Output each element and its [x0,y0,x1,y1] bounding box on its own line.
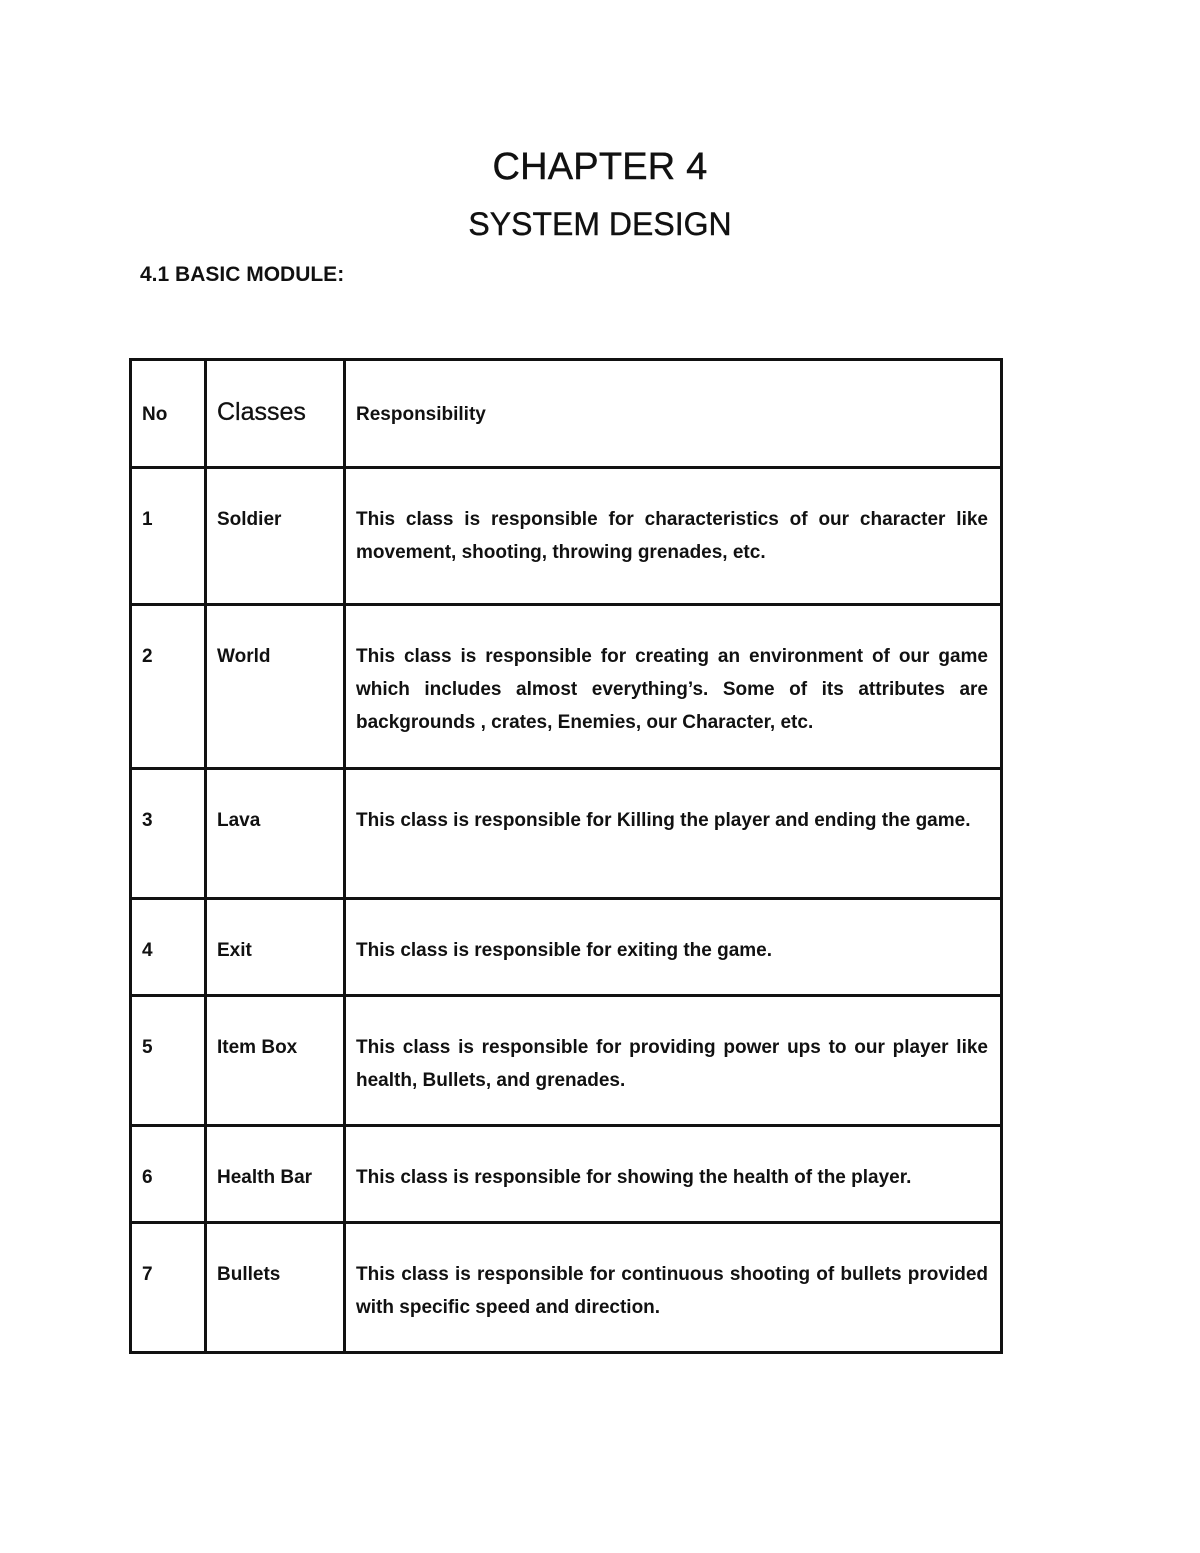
header-classes: Classes [217,398,306,426]
row-responsibility: This class is responsible for exiting the game. [356,940,773,961]
row-no: 2 [142,646,153,667]
row-no: 4 [142,940,153,961]
row-no-cell [131,996,206,1126]
row-class: Exit [217,940,252,961]
row-class-cell [206,1223,345,1353]
row-class-cell [206,899,345,996]
row-responsibility-cell [345,769,1002,899]
page-title: SYSTEM DESIGN [468,206,732,242]
table-row [131,468,1002,605]
row-responsibility: This class is responsible for creating an environment of our game which includes almost everything’s. Some of its attributes are backgrounds , crates, Enemies, our Character, etc. [356,646,988,733]
row-class-cell [206,605,345,769]
row-no-cell [131,1126,206,1223]
row-responsibility: This class is responsible for continuous shooting of bullets provided with specific speed and direction. [356,1264,988,1318]
row-responsibility: This class is responsible for showing the health of the player. [356,1167,912,1188]
row-responsibility: This class is responsible for providing power ups to our player like health, Bullets, and grenades. [356,1037,988,1091]
row-class-cell [206,769,345,899]
row-responsibility-cell [345,996,1002,1126]
header-responsibility: Responsibility [356,404,486,425]
table-row [131,1223,1002,1353]
table-row [131,899,1002,996]
row-responsibility: This class is responsible for characteristics of our character like movement, shooting, throwing grenades, etc. [356,509,988,563]
row-class-cell [206,468,345,605]
header-no-cell [131,360,206,468]
table-row [131,605,1002,769]
row-no: 7 [142,1264,153,1285]
header-no: No [142,404,168,425]
row-no-cell [131,605,206,769]
row-class: Soldier [217,509,282,530]
row-class: Lava [217,810,261,831]
row-no-cell [131,769,206,899]
row-responsibility-cell [345,1223,1002,1353]
row-class: Bullets [217,1264,281,1285]
row-class: Health Bar [217,1167,313,1188]
row-no: 3 [142,810,153,831]
row-responsibility: This class is responsible for Killing the player and ending the game. [356,810,971,831]
header-responsibility-cell [345,360,1002,468]
section-subheading: 4.1 BASIC MODULE: [140,263,345,286]
row-class: World [217,646,271,667]
row-responsibility-cell [345,468,1002,605]
table-row [131,1126,1002,1223]
module-table [129,358,1003,1354]
row-no: 5 [142,1037,153,1058]
row-class-cell [206,996,345,1126]
row-class: Item Box [217,1037,298,1058]
row-no-cell [131,899,206,996]
row-no-cell [131,1223,206,1353]
table-row [131,769,1002,899]
row-no-cell [131,468,206,605]
row-responsibility-cell [345,899,1002,996]
table-row [131,996,1002,1126]
table-header-row [131,360,1002,468]
row-no: 6 [142,1167,153,1188]
chapter-heading: CHAPTER 4 [492,146,708,188]
header-classes-cell [206,360,345,468]
row-responsibility-cell [345,605,1002,769]
row-responsibility-cell [345,1126,1002,1223]
row-no: 1 [142,509,153,530]
row-class-cell [206,1126,345,1223]
